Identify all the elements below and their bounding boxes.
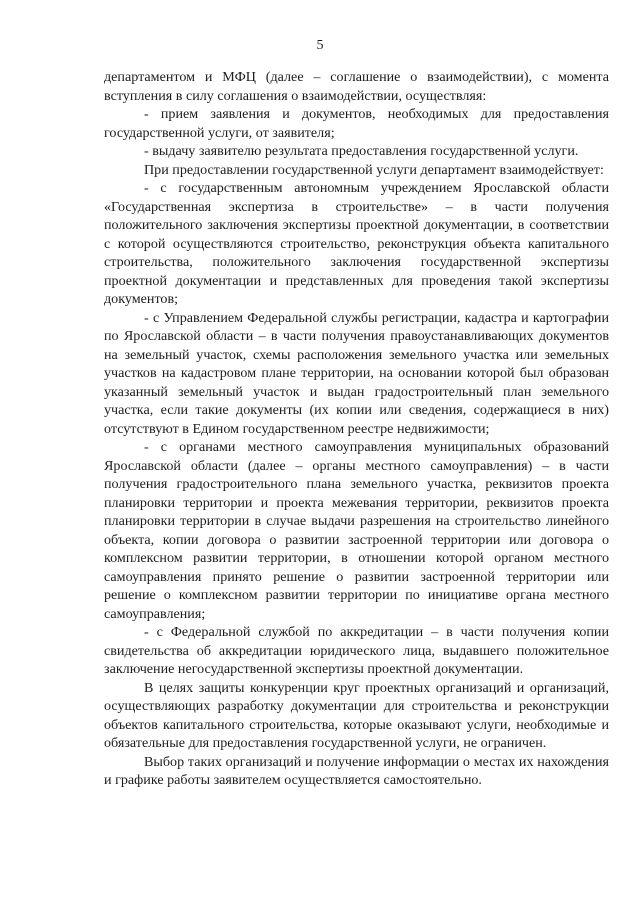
page-number: 5 [316, 38, 324, 53]
paragraph: Выбор таких организаций и получение информации о местах их нахождения и графике работы заявителем осуществляется самостоятельно. [104, 753, 609, 788]
paragraph: - выдачу заявителю результата предоставления государственной услуги. [144, 143, 579, 159]
paragraph: При предоставлении государственной услуги департамент взаимодействует: [144, 161, 604, 178]
paragraph: - прием заявления и документов, необходимых для предоставления государственной услуги, от заявителя; [104, 106, 609, 141]
paragraph: - с органами местного самоуправления муниципальных образований Ярославской области (далее – органы местного самоуправления) – в части получения градостроительного плана земельного участка, реквизитов проекта планировки территории и проекта межевания территории, реквизитов проекта планировки территории в случае выдачи разрешения на строительство линейного объекта, копии договора о развитии застроенной территории или договора о комплексном развитии территории, в отношении которой органом местного самоуправления принято решение о развитии застроенной территории или решение о комплексном развитии территории по инициативе органа местного самоуправления; [104, 439, 609, 622]
paragraph: В целях защиты конкуренции круг проектных организаций и организаций, осуществляющих разработку документации для строительства и реконструкции объектов капитального строительства, которые оказывают услуги, необходимые и обязательные для предоставления государственной услуги, не ограничен. [104, 679, 609, 751]
paragraph: департаментом и МФЦ (далее – соглашение о взаимодействии), с момента вступления в силу соглашения о взаимодействии, осуществляя: [104, 69, 609, 104]
document-body [104, 68, 609, 790]
paragraph: - с государственным автономным учреждением Ярославской области «Государственная экспертиза в строительстве» – в части получения положительного заключения экспертизы проектной документации, в соответствии с которой осуществляются строительство, реконструкция объекта капитального строительства, положительного заключения государственной экспертизы проектной документации и представленных для проведения такой экспертизы документов; [104, 180, 609, 307]
paragraph: - с Управлением Федеральной службы регистрации, кадастра и картографии по Ярославской области – в части получения правоустанавливающих документов на земельный участок, схемы расположения земельного участка или земельных участков на кадастровом плане территории, на основании которой был образован указанный земельный участок и выдан градостроительный план земельного участка, если такие документы (их копии или сведения, содержащиеся в них) отсутствуют в Едином государственном реестре недвижимости; [104, 309, 609, 437]
paragraph: - с Федеральной службой по аккредитации – в части получения копии свидетельства об аккредитации юридического лица, выдавшего положительное заключение негосударственной экспертизы проектной документации. [104, 624, 609, 677]
